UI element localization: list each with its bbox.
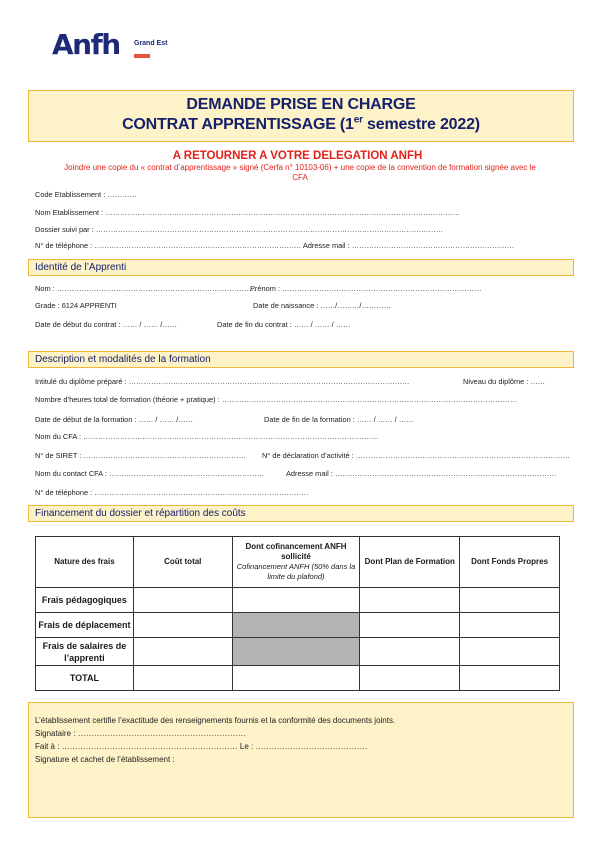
- cfa-declaration-field[interactable]: N° de déclaration d’activité : ……………………………………………………………………………: [262, 451, 571, 460]
- cell-fonds-propres[interactable]: [460, 638, 560, 666]
- apprenti-nom-field[interactable]: Nom : ………………………………………………………………………: [35, 284, 257, 293]
- apprenti-prenom-field[interactable]: Prénom : ………………………………………………………………………: [250, 284, 482, 293]
- col-cofinancement-label: Dont cofinancement ANFH sollicité: [245, 542, 347, 561]
- telephone-mail-field[interactable]: N° de téléphone : ………………………………………………………………………… Adresse mail : …………………………………………………………: [35, 241, 515, 250]
- cell-plan-formation[interactable]: [360, 638, 460, 666]
- table-row: [36, 588, 560, 613]
- logo-wordmark: Anfh: [52, 28, 120, 61]
- logo-accent-bar: [134, 54, 150, 58]
- col-fonds-propres: Dont Fonds Propres: [460, 537, 560, 588]
- certification-box: [28, 702, 574, 818]
- section-financement-header: Financement du dossier et répartition des coûts: [28, 505, 574, 522]
- title-line-2-suffix: semestre 2022): [362, 116, 480, 133]
- cell-fonds-propres[interactable]: [460, 588, 560, 613]
- row-label: Frais de salaires de l’apprenti: [36, 638, 134, 666]
- dossier-suivi-field[interactable]: Dossier suivi par : ……………………………………………………………………………………………………………………………: [35, 225, 444, 234]
- financement-table: [35, 536, 560, 691]
- cell-fonds-propres[interactable]: [460, 666, 560, 691]
- col-plan-formation: Dont Plan de Formation: [360, 537, 460, 588]
- cfa-mail-field[interactable]: Adresse mail : ………………………………………………………………………………: [286, 469, 557, 478]
- cell-cout-total[interactable]: [133, 613, 232, 638]
- row-label: Frais de déplacement: [36, 613, 134, 638]
- logo-region: Grand Est: [134, 40, 168, 47]
- cell-cofinancement[interactable]: [232, 666, 360, 691]
- cfa-telephone-field[interactable]: N° de téléphone : ……………………………………………………………………………: [35, 488, 309, 497]
- col-cofinancement: [232, 537, 360, 588]
- diplome-niveau-field[interactable]: Niveau du diplôme : ……: [463, 377, 546, 386]
- nom-etablissement-field[interactable]: Nom Etablissement : ………………………………………………………………………………………………………………………………: [35, 208, 460, 217]
- cell-cout-total[interactable]: [133, 588, 232, 613]
- row-label-total: TOTAL: [36, 666, 134, 691]
- contrat-debut-field[interactable]: Date de début du contrat : …… / …… /……: [35, 320, 178, 329]
- cell-plan-formation[interactable]: [360, 588, 460, 613]
- col-cout-total: Coût total: [133, 537, 232, 588]
- cfa-nom-field[interactable]: Nom du CFA : …………………………………………………………………………………………………………: [35, 432, 379, 441]
- formation-debut-field[interactable]: Date de début de la formation : …… / …… /……: [35, 415, 194, 424]
- col-nature: Nature des frais: [36, 537, 134, 588]
- certification-statement: L’établissement certifie l’exactitude des renseignements fournis et la conformité des documents joints.: [35, 716, 396, 725]
- title-superscript: er: [353, 114, 363, 126]
- signataire-field[interactable]: Signataire : ………………………………………………………: [35, 729, 246, 738]
- table-row: [36, 613, 560, 638]
- return-detail: Joindre une copie du « contrat d’apprentissage » signé (Cerfa n° 10103-06) + une copie de la convention de formation signée avec le CFA: [64, 163, 536, 182]
- signature-cachet-field[interactable]: Signature et cachet de l’établissement :: [35, 755, 175, 764]
- section-formation-header: Description et modalités de la formation: [28, 351, 574, 368]
- apprenti-naissance-field[interactable]: Date de naissance : ……/………/…………: [253, 301, 392, 310]
- table-header-row: [36, 537, 560, 588]
- contrat-fin-field[interactable]: Date de fin du contrat : …… / …… / ……: [217, 320, 351, 329]
- heures-formation-field[interactable]: Nombre d’heures total de formation (théorie + pratique) : …………………………………………………………………………………………………………: [35, 395, 518, 404]
- title-line-1: DEMANDE PRISE EN CHARGE: [186, 96, 416, 113]
- cell-fonds-propres[interactable]: [460, 613, 560, 638]
- cell-cofinancement-disabled: [232, 638, 360, 666]
- col-cofinancement-note: Cofinancement ANFH (50% dans la limite du plafond): [236, 562, 356, 581]
- return-heading: A RETOURNER A VOTRE DELEGATION ANFH: [172, 150, 423, 162]
- title-line-2: [29, 115, 573, 135]
- section-apprenti-header: Identité de l’Apprenti: [28, 259, 574, 276]
- code-etablissement-field[interactable]: Code Etablissement : …………: [35, 190, 137, 199]
- cell-cofinancement-disabled: [232, 613, 360, 638]
- cell-cout-total[interactable]: [133, 666, 232, 691]
- cfa-siret-field[interactable]: N° de SIRET : …………………………………………………………: [35, 451, 247, 460]
- table-row: [36, 666, 560, 691]
- table-row: [36, 638, 560, 666]
- cell-plan-formation[interactable]: [360, 613, 460, 638]
- cell-plan-formation[interactable]: [360, 666, 460, 691]
- row-label: Frais pédagogiques: [36, 588, 134, 613]
- cfa-contact-field[interactable]: Nom du contact CFA : ………………………………………………………: [35, 469, 265, 478]
- fait-le-field[interactable]: Fait à : ………………………………………………………… Le : ……………………………………: [35, 742, 368, 751]
- cell-cofinancement[interactable]: [232, 588, 360, 613]
- cell-cout-total[interactable]: [133, 638, 232, 666]
- title-box: [28, 90, 574, 142]
- formation-fin-field[interactable]: Date de fin de la formation : …… / …… / ……: [264, 415, 414, 424]
- diplome-intitule-field[interactable]: Intitulé du diplôme préparé : ……………………………………………………………………………………………………: [35, 377, 410, 386]
- apprenti-grade-field: Grade : 6124 APPRENTI: [35, 301, 117, 310]
- title-line-2-prefix: CONTRAT APPRENTISSAGE (1: [122, 116, 354, 133]
